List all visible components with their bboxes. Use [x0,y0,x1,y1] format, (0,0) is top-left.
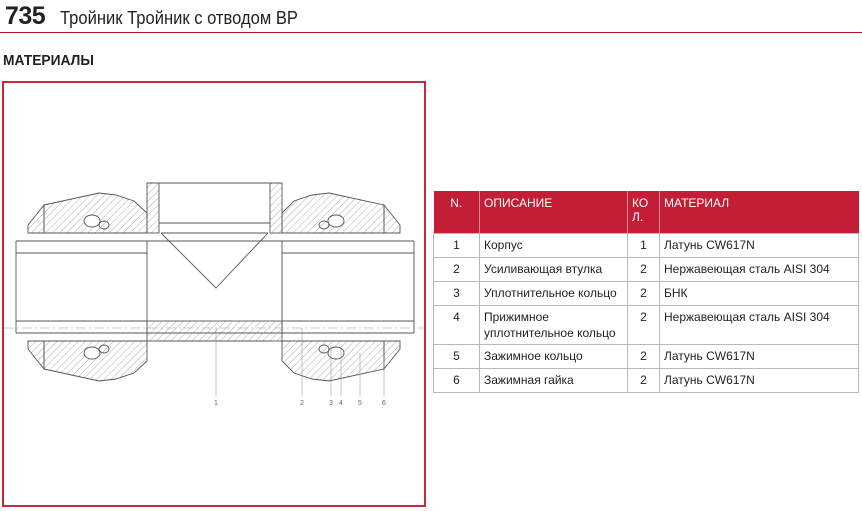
row-quantity: 2 [628,345,660,369]
header-quantity: КО Л. [628,191,660,234]
row-quantity: 2 [628,369,660,393]
tee-fitting-cross-section-drawing [4,83,424,505]
table-row [434,369,859,393]
row-number: 5 [434,345,480,369]
table-row [434,282,859,306]
table-header-row [434,191,859,234]
row-quantity: 2 [628,306,660,345]
section-title: МАТЕРИАЛЫ [3,52,94,69]
callout-1: 1 [214,400,218,407]
header-description: ОПИСАНИЕ [480,191,628,234]
row-quantity: 2 [628,258,660,282]
row-number: 2 [434,258,480,282]
row-description: Корпус [480,234,628,258]
row-material: Латунь CW617N [660,369,859,393]
header-number: N. [434,191,480,234]
page-header [0,0,862,33]
row-material: Нержавеющая сталь AISI 304 [660,306,859,345]
product-title: Тройник Тройник с отводом ВР [60,8,298,28]
row-description: Прижимное уплотнительное кольцо [480,306,628,345]
product-number: 735 [5,2,46,30]
row-description: Усиливающая втулка [480,258,628,282]
row-number: 3 [434,282,480,306]
row-material: Латунь CW617N [660,234,859,258]
table-row [434,234,859,258]
header-material: МАТЕРИАЛ [660,191,859,234]
callout-6: 6 [382,400,386,407]
row-material: Латунь CW617N [660,345,859,369]
callout-2: 2 [300,400,304,407]
callout-3: 3 [329,400,333,407]
callout-5: 5 [358,400,362,407]
table-row [434,345,859,369]
row-description: Уплотнительное кольцо [480,282,628,306]
table-row [434,306,859,345]
row-material: Нержавеющая сталь AISI 304 [660,258,859,282]
callout-4: 4 [339,400,343,407]
row-description: Зажимная гайка [480,369,628,393]
row-number: 6 [434,369,480,393]
row-quantity: 2 [628,282,660,306]
row-description: Зажимное кольцо [480,345,628,369]
row-number: 4 [434,306,480,345]
row-quantity: 1 [628,234,660,258]
technical-drawing-frame [2,81,426,507]
row-number: 1 [434,234,480,258]
table-row [434,258,859,282]
materials-table [433,191,859,393]
row-material: БНК [660,282,859,306]
